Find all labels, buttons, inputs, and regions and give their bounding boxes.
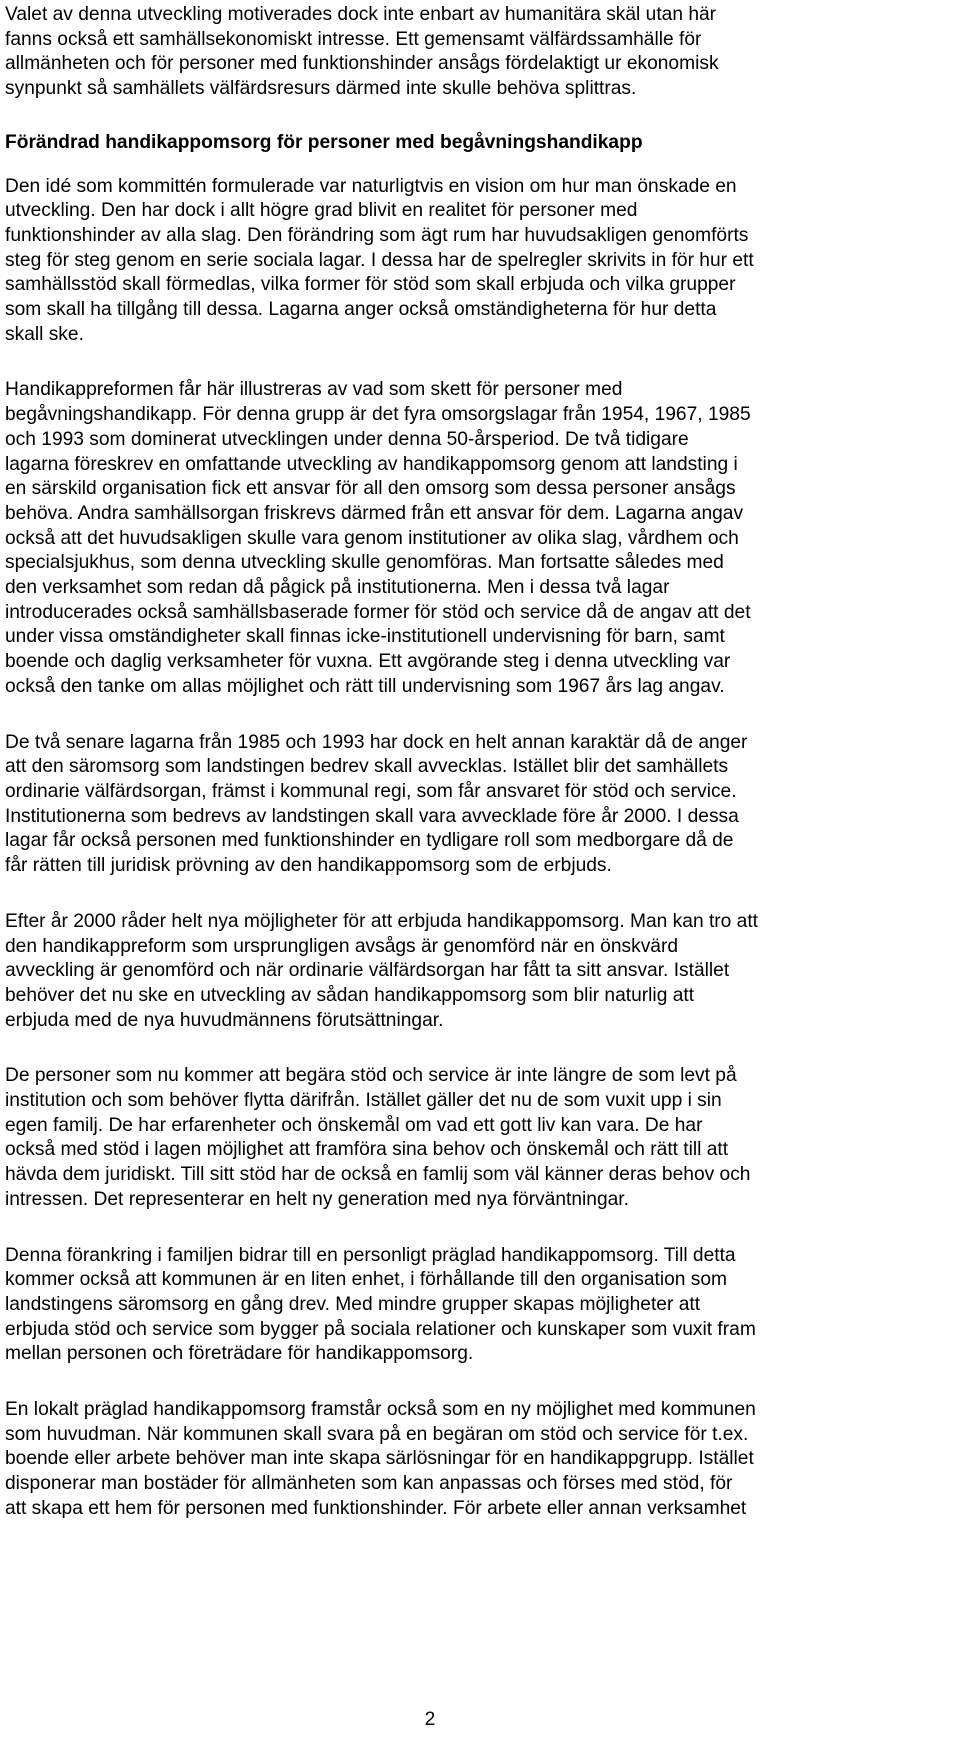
section-heading: Förändrad handikappomsorg för personer med begåvningshandikapp xyxy=(5,131,643,153)
text-line: En lokalt präglad handikappomsorg framstår också som en ny möjlighet med kommunen xyxy=(5,1399,756,1421)
text-line: behöver det nu ske en utveckling av sådan handikappomsorg som blir naturlig att xyxy=(5,984,695,1006)
text-line: samhällsstöd skall förmedlas, vilka former för stöd som skall erbjuda och vilka grupper xyxy=(5,274,736,296)
text-line: som skall ha tillgång till dessa. Lagarna anger också omständigheterna för hur detta xyxy=(5,299,717,321)
text-line: institution och som behöver flytta därifrån. Istället gäller det nu de som vuxit upp i sin xyxy=(5,1090,722,1112)
text-line: Handikappreformen får här illustreras av vad som skett för personer med xyxy=(5,379,623,401)
text-line: lagarna föreskrev en omfattande utveckling av handikappomsorg genom att landsting i xyxy=(5,453,738,475)
text-line: avveckling är genomförd och när ordinarie välfärdsorgan har fått ta sitt ansvar. Istället xyxy=(5,960,730,982)
text-line: boende eller arbete behöver man inte skapa särlösningar för en handikappgrupp. Istället xyxy=(5,1448,754,1470)
text-line: kommer också att kommunen är en liten enhet, i förhållande till den organisation som xyxy=(5,1269,728,1291)
paragraph xyxy=(5,175,955,348)
text-line: landstingens säromsorg en gång drev. Med mindre grupper skapas möjligheter att xyxy=(5,1293,701,1315)
text-line: funktionshinder av alla slag. Den förändring som ägt rum har huvudsakligen genomförts xyxy=(5,224,749,246)
text-line: allmänheten och för personer med funktionshinder ansågs fördelaktigt ur ekonomisk xyxy=(5,53,719,75)
text-line: erbjuda stöd och service som bygger på sociala relationer och kunskaper som vuxit fram xyxy=(5,1318,756,1340)
text-line: steg för steg genom en serie sociala lagar. I dessa har de spelregler skrivits in för hur ett xyxy=(5,249,754,271)
page-number: 2 xyxy=(424,1709,436,1730)
text-line: egen familj. De har erfarenheter och önskemål om vad ett gott liv kan vara. De har xyxy=(5,1114,703,1136)
text-line: begåvningshandikapp. För denna grupp är det fyra omsorgslagar från 1954, 1967, 1985 xyxy=(5,404,751,426)
paragraph xyxy=(5,731,955,879)
text-line: boende och daglig verksamheter för vuxna. Ett avgörande steg i denna utveckling var xyxy=(5,651,731,673)
paragraph xyxy=(5,910,955,1034)
text-line: en särskild organisation fick ett ansvar för all den omsorg som dessa personer ansågs xyxy=(5,478,736,500)
text-line: Valet av denna utveckling motiverades dock inte enbart av humanitära skäl utan här xyxy=(5,4,717,25)
text-line: erbjuda med de nya huvudmännens förutsättningar. xyxy=(5,1009,444,1031)
document-body xyxy=(5,3,955,1553)
text-line: den handikappreform som ursprungligen avsågs är genomförd när en önskvärd xyxy=(5,935,679,957)
text-line: Institutionerna som bedrevs av landstingen skall vara avvecklade före år 2000. I dessa xyxy=(5,805,739,827)
paragraph xyxy=(5,378,955,699)
text-line: ordinarie välfärdsorgan, främst i kommunal regi, som får ansvaret för stöd och service. xyxy=(5,780,737,802)
text-line: Den idé som kommittén formulerade var naturligtvis en vision om hur man önskade en xyxy=(5,175,737,197)
text-line: den verksamhet som redan då pågick på institutionerna. Men i dessa två lagar xyxy=(5,577,670,599)
text-line: att den säromsorg som landstingen bedrev skall avvecklas. Istället blir det samhällets xyxy=(5,756,729,778)
text-line: disponerar man bostäder för allmänheten som kan anpassas och förses med stöd, för xyxy=(5,1473,733,1495)
text-line: synpunkt så samhällets välfärdsresurs därmed inte skulle behöva splittras. xyxy=(5,78,637,100)
text-line: lagar får också personen med funktionshinder en tydligare roll som medborgare då de xyxy=(5,830,734,852)
text-line: och 1993 som dominerat utvecklingen under denna 50-årsperiod. De två tidigare xyxy=(5,428,689,450)
paragraph xyxy=(5,1398,955,1522)
text-line: skall ske. xyxy=(5,323,84,345)
text-line: mellan personen och företrädare för handikappomsorg. xyxy=(5,1343,474,1365)
text-line: behöva. Andra samhällsorgan friskrevs därmed från ett ansvar för dem. Lagarna angav xyxy=(5,502,744,524)
text-line: De personer som nu kommer att begära stöd och service är inte längre de som levt på xyxy=(5,1065,737,1087)
text-line: också med stöd i lagen möjlighet att framföra sina behov och önskemål och rätt till att xyxy=(5,1139,729,1161)
paragraph xyxy=(5,1244,955,1368)
text-line: som huvudman. När kommunen skall svara på en begäran om stöd och service för t.ex. xyxy=(5,1423,749,1445)
text-line: De två senare lagarna från 1985 och 1993 har dock en helt annan karaktär då de anger xyxy=(5,731,748,753)
text-line: Denna förankring i familjen bidrar till en personligt präglad handikappomsorg. Till detta xyxy=(5,1244,736,1266)
text-line: introducerades också samhällsbaserade former för stöd och service då de angav att det xyxy=(5,601,751,623)
text-line: utveckling. Den har dock i allt högre grad blivit en realitet för personer med xyxy=(5,200,638,222)
text-line: också att det huvudsakligen skulle vara genom institutioner av olika slag, vårdhem och xyxy=(5,527,739,549)
text-line: får rätten till juridisk prövning av den handikappomsorg som de erbjuds. xyxy=(5,855,612,877)
text-line: fanns också ett samhällsekonomiskt intresse. Ett gemensamt välfärdssamhälle för xyxy=(5,28,702,50)
text-line: hävda dem juridiskt. Till sitt stöd har de också en famlij som väl känner deras behov och xyxy=(5,1164,751,1186)
paragraph-intro xyxy=(5,3,955,102)
text-line: intressen. Det representerar en helt ny generation med nya förväntningar. xyxy=(5,1188,629,1210)
text-line: specialsjukhus, som denna utveckling skulle genomföras. Man fortsatte således med xyxy=(5,552,724,574)
text-line: under vissa omständigheter skall finnas icke-institutionell undervisning för barn, samt xyxy=(5,626,725,648)
text-line: att skapa ett hem för personen med funktionshinder. För arbete eller annan verksamhet xyxy=(5,1497,747,1519)
text-line: också den tanke om allas möjlighet och rätt till undervisning som 1967 års lag angav. xyxy=(5,675,725,697)
paragraph xyxy=(5,1064,955,1212)
text-line: Efter år 2000 råder helt nya möjligheter för att erbjuda handikappomsorg. Man kan tro att xyxy=(5,910,758,932)
